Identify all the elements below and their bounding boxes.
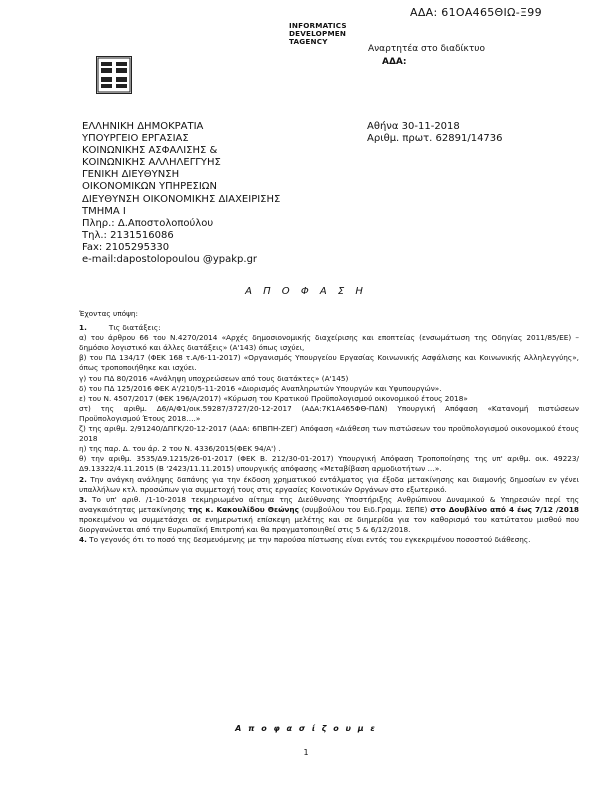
ada-code-top: ΑΔΑ: 61ΟΑ465ΘΙΩ-Ξ99 [410,6,542,19]
document-body [79,309,579,545]
posted-online-note: Αναρτητέα στο διαδίκτυο [368,44,485,54]
paragraph-4: 4. Το γεγονός ότι το ποσό της δεσμευόμενης με την παρούσα πίστωσης είναι εντός του εγκεκριμένου ποσοστού διάθεσης. [79,535,531,545]
informatics-line: TAGENCY [289,37,328,46]
issuer-line: ΚΟΙΝΩΝΙΚΗΣ ΑΣΦΑΛΙΣΗΣ & [82,145,218,157]
issuer-line: ΔΙΕΥΘΥΝΣΗ ΟΙΚΟΝΟΜΙΚΗΣ ΔΙΑΧΕΙΡΙΣΗΣ [82,193,281,205]
contact-email[interactable]: e-mail:dapostolopoulou @ypakp.gr [82,254,258,266]
provision-item: γ) του ΠΔ 80/2016 «Ανάληψη υποχρεώσεων από τους διατάκτες» (Α'145) [79,373,349,383]
greek-emblem-icon [96,56,132,94]
provision-item: η) της παρ. Δ. του άρ. 2 του Ν. 4336/2015(ΦΕΚ 94/Α') . [79,444,281,454]
intro-text: Έχοντας υπόψη: [79,309,138,318]
ada-label: ΑΔΑ: [382,57,407,67]
date-protocol-block [367,121,503,145]
informatics-line: DEVELOPMEN [289,29,347,38]
contact-fax: Fax: 2105295330 [82,241,170,253]
travel-details: στο Δουβλίνο από 4 έως 7/12 /2018 [430,504,579,514]
issuer-line: ΤΜΗΜΑ Ι [82,205,126,217]
issuer-line: ΚΟΙΝΩΝΙΚΗΣ ΑΛΛΗΛΕΓΓΥΗΣ [82,157,221,169]
provision-item: στ) της αριθμ. Δ6/Α/Φ1/οικ.59287/3727/20-12-2017 (ΑΔΑ:7Κ1Α465ΦΘ-ΠΔΝ) Υπουργική Απόφαση «Κατανομή πιστώσεων Προϋπολογισμού Έτους 2018….» [79,403,579,423]
protocol-number: Αριθμ. πρωτ. 62891/14736 [367,133,503,145]
informatics-line: INFORMATICS [289,21,347,30]
paragraph-3: 3. Το υπ' αριθ. /1-10-2018 τεκμηριωμένο αίτημα της Διεύθυνσης Υποστήριξης Ανθρώπινου Δυναμικού & Υπηρεσιών περί της αναγκαιότητας μετακίνησης της κ. Κακουλίδου Θεώνης (συμβούλου του Ειδ.Γραμμ. ΣΕΠΕ) στο Δουβλίνο από 4 έως 7/12 /2018 προκειμένου να συμμετάσχει σε ενημερωτική επίσκεψη μελέτης και σε διημερίδα για τον καθορισμό του κατώτατου μισθού που διοργανώνεται από την Ευρωπαϊκή Επιτροπή και θα πραγματοποιηθεί στις 5 & 6/12/2018. [79,494,579,534]
employee-name: της κ. Κακουλίδου Θεώνης [188,504,299,514]
informatics-agency-label [289,22,347,46]
paragraph-number: 2. [79,474,87,484]
section-number: 1. [79,323,87,333]
provision-item: α) του άρθρου 66 του Ν.4270/2014 «Αρχές δημοσιονομικής διαχείρισης και εποπτείας (ενσωμάτωση της Οδηγίας 2011/85/ΕΕ) – δημόσιο λογιστικό και άλλες διατάξεις» (Α'143) όπως ισχύει, [79,333,579,353]
paragraph-number: 3. [79,494,87,504]
issuer-line: ΥΠΟΥΡΓΕΙΟ ΕΡΓΑΣΙΑΣ [82,133,189,145]
provision-item: ε) του Ν. 4507/2017 (ΦΕΚ 196/Α/2017) «Κύρωση του Κρατικού Προϋπολογισμού οικονομικού έτους 2018» [79,393,468,403]
issuer-line: ΕΛΛΗΝΙΚΗ ΔΗΜΟΚΡΑΤΙΑ [82,121,204,132]
contact-phone: Τηλ.: 2131516086 [82,229,174,241]
page-number: 1 [303,748,309,757]
issuer-line: ΟΙΚΟΝΟΜΙΚΩΝ ΥΠΗΡΕΣΙΩΝ [82,181,217,193]
document-date: Αθήνα 30-11-2018 [367,121,460,132]
provision-item: ζ) της αριθμ. 2/91240/ΔΠΓΚ/20-12-2017 (ΑΔΑ: 6ΠΒΠΗ-ΖΕΓ) Απόφαση «Διάθεση των πιστώσεων του προϋπολογισμού οικονομικού έτους 2018 [79,424,579,444]
issuer-block [82,121,280,266]
section-1-heading [79,323,579,333]
provision-item: θ) την αριθμ. 3535/Δ9.1215/26-01-2017 (ΦΕΚ Β. 212/30-01-2017) Υπουργική Απόφαση Τροποποίησης της υπ' αριθμ. οικ. 49223/Δ9.13322/4.11.2015 (Β '2423/11.11.2015) υπουργικής απόφασης «Μεταβίβαση αρμοδιοτήτων …». [79,454,579,474]
decision-heading: Α π ο φ α σ ί ζ ο υ μ ε [235,724,377,733]
paragraph-2: 2. Την ανάγκη ανάληψης δαπάνης για την έκδοση χρηματικού εντάλματος για έξοδα μετακίνησης και διαμονής δημοσίων εν γένει υπαλλήλων κτλ. προσώπων για συμμετοχή τους στις εργασίες Κοινοτικών Οργάνων στο εξωτερικό. [79,474,579,494]
provision-item: β) του ΠΔ 134/17 (ΦΕΚ 168 τ.Α/6-11-2017) «Οργανισμός Υπουργείου Εργασίας Κοινωνικής Ασφάλισης και Κοινωνικής Αλληλεγγύης», όπως τροποποιήθηκε και ισχύει. [79,353,579,373]
issuer-line: ΓΕΝΙΚΗ ΔΙΕΥΘΥΝΣΗ [82,169,180,181]
paragraph-number: 4. [79,535,87,545]
document-title: Α Π Ο Φ Α Σ Η [245,286,367,297]
contact-person: Πληρ.: Δ.Αποστολοπούλου [82,217,214,229]
section-title: Τις διατάξεις: [108,323,161,333]
provision-item: δ) του ΠΔ 125/2016 ΦΕΚ Α'/210/5-11-2016 «Διορισμός Αναπληρωτών Υπουργών και Υφυπουργών». [79,383,442,393]
